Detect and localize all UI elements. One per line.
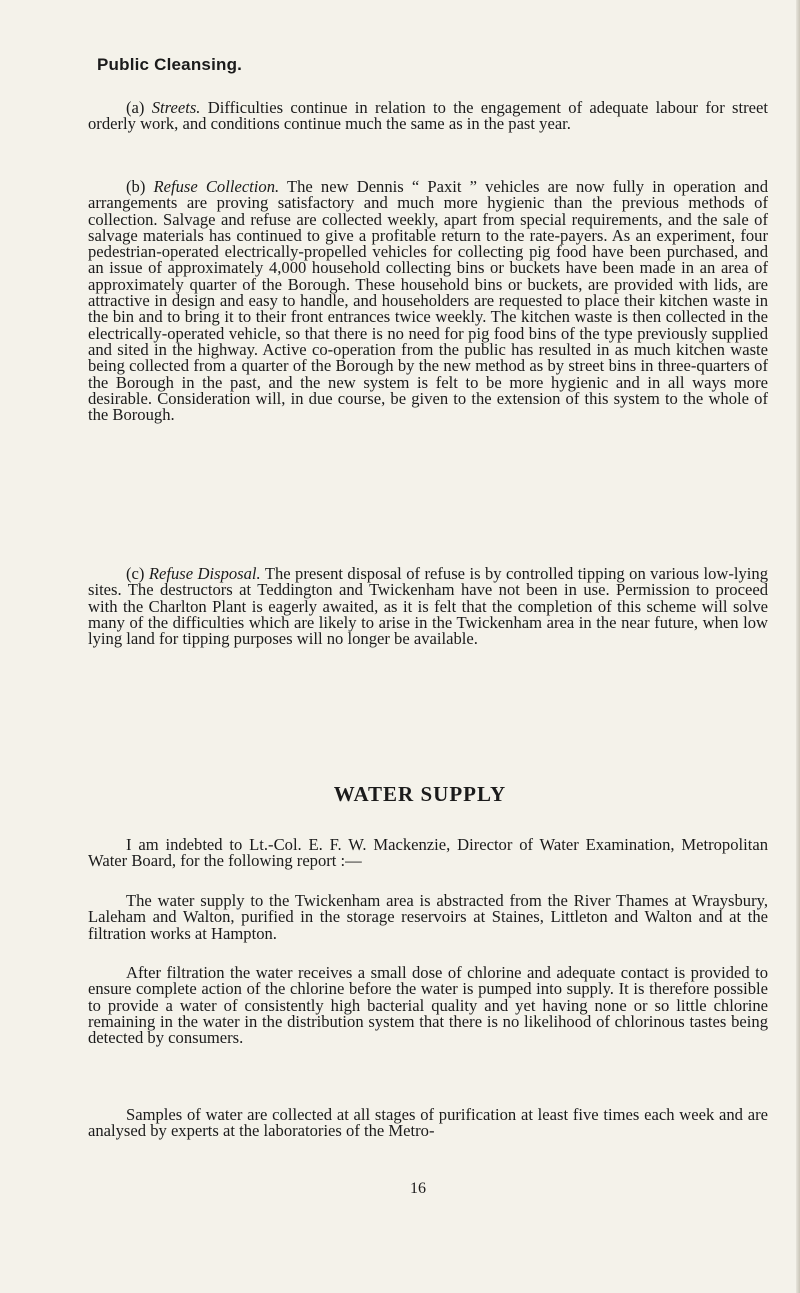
refuse-disposal-label: (c): [126, 564, 149, 583]
refuse-collection-subheading: Refuse Collection.: [153, 177, 280, 196]
refuse-collection-paragraph: [88, 179, 768, 423]
refuse-disposal-subheading: Refuse Disposal.: [148, 564, 261, 583]
refuse-collection-label: (b): [126, 177, 154, 196]
filtration-paragraph: After filtration the water receives a small dose of chlorine and adequate contact is provided to ensure complete action of the chlorine before the water is pumped into supply. It is therefore possible to provide a water of consistently high bacterial quality and yet having none or so little chlorine remaining in the water in the distribution system that there is no likelihood of chlorinous tastes being detected by consumers.: [88, 963, 768, 1048]
page-edge-shadow: [796, 0, 800, 1293]
page-number: 16: [410, 1180, 426, 1197]
streets-paragraph: [88, 100, 768, 133]
streets-subheading: Streets.: [151, 98, 201, 117]
supply-source-paragraph: The water supply to the Twickenham area is abstracted from the River Thames at Wraysbury, Laleham and Walton, purified in the storage reservoirs at Staines, Littleton and Walton and at the filtration works at Hampton.: [88, 891, 768, 943]
public-cleansing-heading: Public Cleansing.: [97, 55, 243, 74]
streets-text: Difficulties continue in relation to the engagement of adequate labour for street orderly work, and conditions continue much the same as in the past year.: [88, 98, 768, 134]
samples-paragraph: Samples of water are collected at all stages of purification at least five times each week and are analysed by experts at the laboratories of the Metro-: [88, 1105, 768, 1141]
refuse-disposal-paragraph: [88, 566, 768, 647]
acknowledgement-paragraph: I am indebted to Lt.-Col. E. F. W. Mackenzie, Director of Water Examination, Metropolitan Water Board, for the following report :—: [88, 835, 768, 871]
streets-label: (a): [126, 98, 152, 117]
water-supply-heading: WATER SUPPLY: [333, 782, 507, 806]
refuse-collection-text: The new Dennis “ Paxit ” vehicles are now fully in operation and arrangements are proving satisfactory and much more hygienic than the previous methods of collection. Salvage and refuse are collected weekly, apart from special requirements, and the sale of salvage materials has continued to give a profitable return to the rate-payers. As an experiment, four pedestrian-operated electrically-propelled vehicles for collecting pig food have been purchased, and an issue of approximately 4,000 household collecting bins or buckets have been made in an area of approximately quarter of the Borough. These household bins or buckets, are provided with lids, are attractive in design and easy to handle, and householders are requested to place their kitchen waste in the bin and to bring it to their front entrances twice weekly. The kitchen waste is then collected in the electrically-operated vehicle, so that there is no need for pig food bins of the type previously supplied and sited in the highway. Active co-operation from the public has resulted in as much kitchen waste being collected from a quarter of the Borough by the new method as by street bins in three-quarters of the Borough in the past, and the new system is felt to be more hygienic and in all ways more desirable. Consideration will, in due course, be given to the extension of this system to the whole of the Borough.: [88, 177, 769, 425]
refuse-disposal-text: The present disposal of refuse is by controlled tipping on various low-lying sites. The destructors at Teddington and Twickenham have not been in use. Permission to proceed with the Charlton Plant is eagerly awaited, as it is felt that the completion of this scheme will solve many of the difficulties which are likely to arise in the Twickenham area in the near future, when low lying land for tipping purposes will no longer be available.: [88, 564, 768, 649]
